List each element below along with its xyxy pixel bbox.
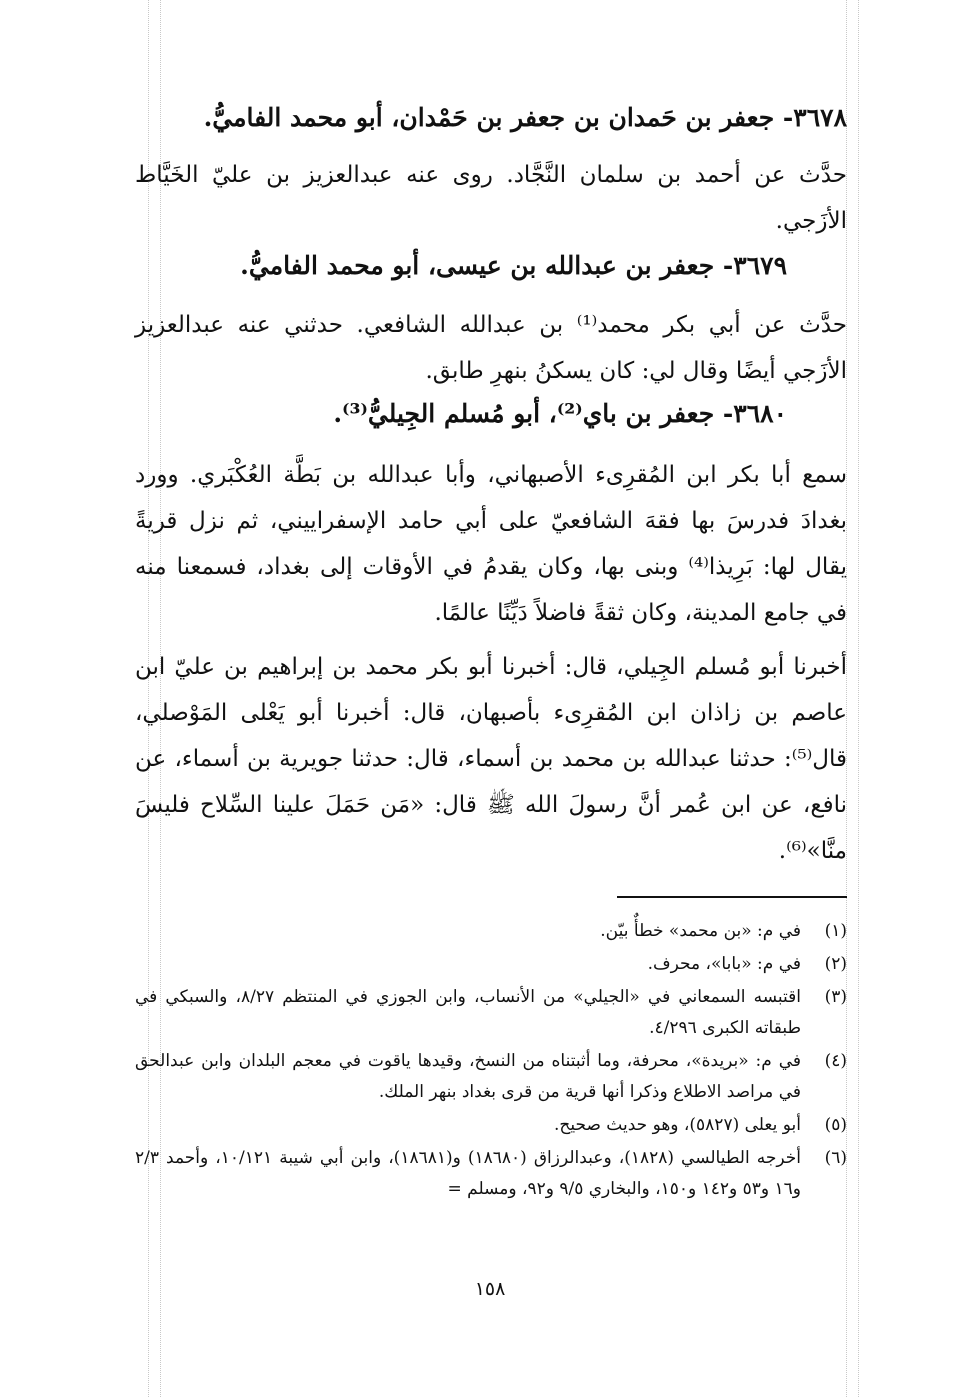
footnote-text: اقتبسه السمعاني في «الجيلي» من الأنساب، وابن الجوزي في المنتظم ٨/٢٧، والسبكي في طبقاته الكبرى ٤/٢٩٦. bbox=[135, 987, 801, 1038]
footnote-separator bbox=[617, 896, 847, 898]
footnote-number: (١) bbox=[824, 921, 847, 941]
entry-title: ٣٦٧٩- جعفر بن عبدالله بن عيسى، أبو محمد الفاميُّ. bbox=[240, 251, 787, 280]
entry-paragraph: أخبرنا أبو مُسلم الجِيلي، قال: أخبرنا أبو بكر محمد بن إبراهيم بن عليّ ابن عاصم بن زاذان ابن المُقرِىء بأصبهان، قال: أخبرنا أبو يَعْلى المَوْصلي، قال⁽⁵⁾: حدثنا عبدالله بن محمد بن أسماء، قال: حدثنا جويرية بن أسماء، عن نافع، عن ابن عُمر أنَّ رسولَ الله ﷺ قال: «مَن حَمَلَ علينا السِّلاح فليسَ منَّا»⁽⁶⁾. bbox=[135, 654, 847, 864]
footnote-number: (٦) bbox=[824, 1148, 847, 1168]
book-page bbox=[135, 92, 847, 1207]
footnote-text: أخرجه الطيالسي (١٨٢٨)، وعبدالرزاق (١٨٦٨٠) و(١٨٦٨١)، وابن أبي شيبة ١٠/١٢١، وأحمد ٢/٣ و١٦ و٥٣ و١٤٢ و١٥٠، والبخاري ٩/٥ و٩٢، ومسلم = bbox=[135, 1148, 801, 1199]
footnote-text: في م: «بريدة»، محرفة، وما أثبتناه من النسخ، وقيدها ياقوت في معجم البلدان وابن عبدالحق في مراصد الاطلاع وذكرا أنها قرية من قرى بغداد بنهر الملك. bbox=[135, 1051, 801, 1102]
entry-paragraph: سمع أبا بكر ابن المُقرِىء الأصبهاني، وأبا عبدالله بن بَطَّة العُكْبَري. وورد بغدادَ فدرسَ بها فقهَ الشافعيّ على أبي حامد الإسفراييني، ثم نزل قريةً يقال لها: بَرِيذا⁽⁴⁾ وبنى بها، وكان يقدمُ في الأوقات إلى بغداد، فسمعنا منه في جامع المدينة، وكان ثقةً فاضلاً دَيِّنًا عالمًا. bbox=[135, 462, 847, 626]
entry-title: ٣٦٧٨- جعفر بن حَمدان بن جعفر بن حَمْدان، أبو محمد الفاميُّ. bbox=[203, 103, 847, 132]
footnote-text: في م: «بابا»، محرف. bbox=[647, 954, 801, 974]
footnote bbox=[135, 916, 847, 947]
footnote bbox=[135, 1046, 847, 1108]
footnote-number: (٥) bbox=[824, 1115, 847, 1135]
footnote-text: أبو يعلى (٥٨٢٧)، وهو حديث صحيح. bbox=[553, 1115, 801, 1135]
footnote-number: (٣) bbox=[824, 987, 847, 1007]
footnote bbox=[135, 982, 847, 1044]
entry-paragraph: حدَّث عن أبي بكر محمد⁽¹⁾ بن عبدالله الشافعي. حدثني عنه عبدالعزيز الأزَجي أيضًا وقال لي: كان يسكنُ بنهرِ طابق. bbox=[135, 312, 848, 384]
page-number: ١٥٨ bbox=[474, 1278, 506, 1300]
scan-margin-line bbox=[858, 0, 859, 1397]
footnote bbox=[135, 1110, 847, 1141]
entry-paragraph: حدَّث عن أحمد بن سلمان النَّجَّاد. روى عنه عبدالعزيز بن عليّ الخَيَّاط الأزَجي. bbox=[135, 162, 847, 234]
footnote bbox=[135, 949, 847, 980]
footnote-number: (٤) bbox=[824, 1051, 847, 1071]
entry-title: ٣٦٨٠- جعفر بن باي⁽²⁾، أبو مُسلم الجِيليُّ⁽³⁾. bbox=[333, 399, 787, 428]
footnote-text: في م: «بن محمد» خطأٌ بيّن. bbox=[600, 921, 801, 941]
footnote-number: (٢) bbox=[824, 954, 847, 974]
footnote bbox=[135, 1143, 847, 1205]
